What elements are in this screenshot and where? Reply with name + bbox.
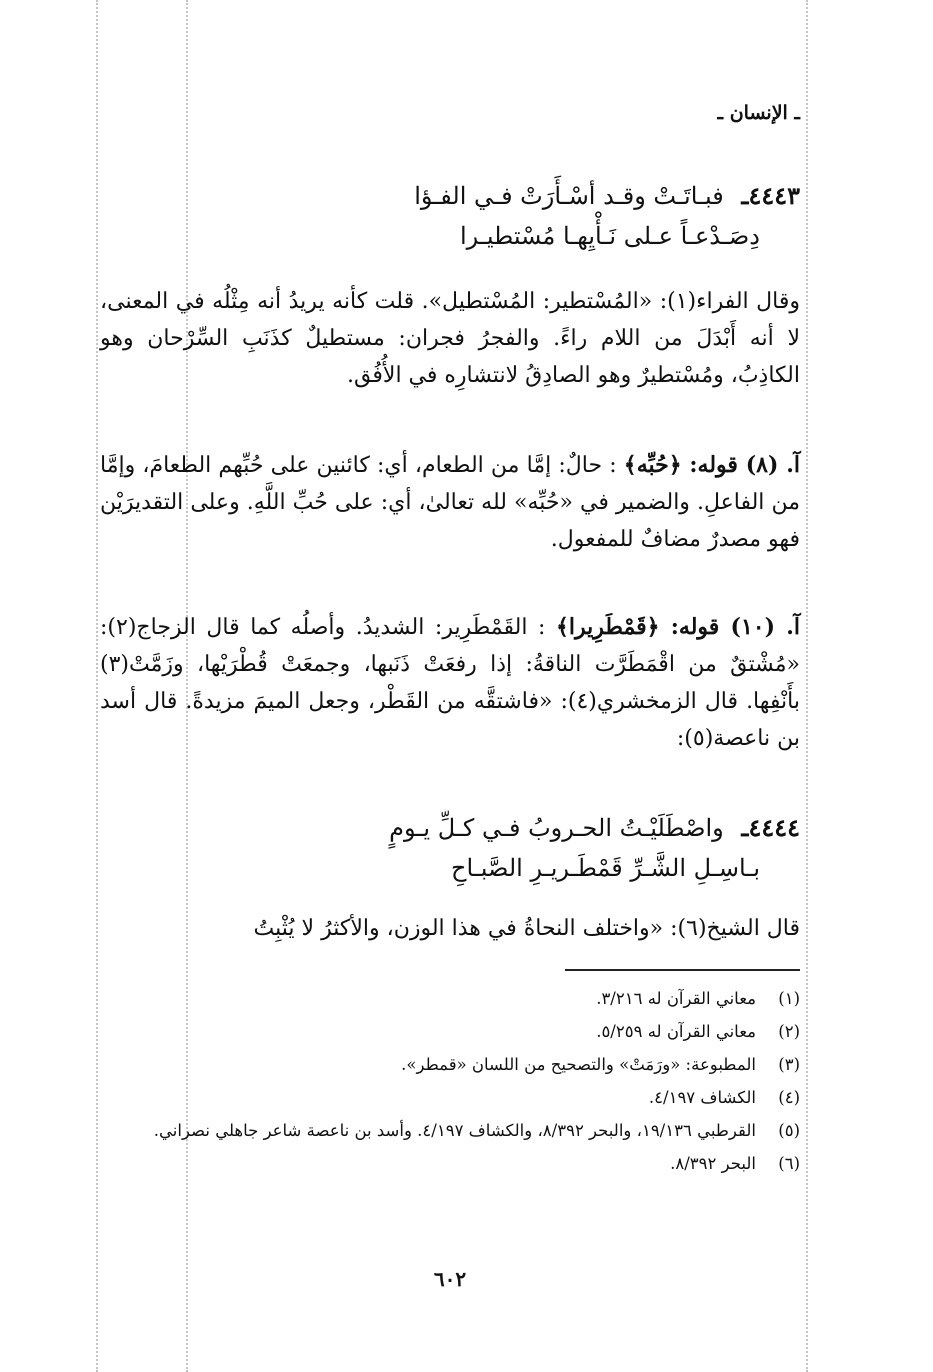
ayah-8-reference: آ. (٨) قوله: ﴿حُبِّه﴾	[623, 452, 800, 478]
scan-margin-guide-left	[96, 0, 98, 1372]
footnote-1-number: (١)	[778, 989, 800, 1008]
verse-4444-number: ٤٤٤٤ـ	[741, 813, 800, 842]
footnote-5-number: (٥)	[778, 1121, 800, 1140]
footnote-3-text: المطبوعة: «ورَمَتْ» والتصحيح من اللسان «قمطر».	[401, 1055, 756, 1074]
verse-4443-number: ٤٤٤٣ـ	[741, 181, 800, 210]
footnote-4	[100, 1081, 800, 1114]
footnote-3	[100, 1048, 800, 1081]
verse-4444-first-hemistich	[100, 808, 800, 848]
paragraph-farra-quote: وقال الفراء(١): «المُسْتطير: المُسْتطيل». قلت كأنه يريدُ أنه مِثْلُه في المعنى، لا أنه أَبْدَلَ من اللام راءً. والفجرُ فجران: مستطيلٌ كذَنَبِ السِّرْحان وهو الكاذِبُ، ومُسْتطيرٌ وهو الصادِقُ لانتشارِه في الأُفُق.	[100, 289, 800, 388]
verse-4444	[100, 808, 800, 888]
footnotes	[100, 982, 800, 1180]
verse-4444-second-half: بـاسِـلِ الشَّـرِّ قَمْطَـريـرِ الصَّبـاحِ	[450, 854, 760, 882]
footnote-1-text: معاني القرآن له ٣/٢١٦.	[596, 989, 756, 1008]
footnote-5-text: القرطبي ١٩/١٣٦، والبحر ٨/٣٩٢، والكشاف ٤/١٩٧. وأسد بن ناعصة شاعر جاهلي نصراني.	[153, 1121, 756, 1140]
footnote-3-number: (٣)	[778, 1055, 800, 1074]
scan-margin-guide-right	[806, 0, 808, 1372]
footnote-5	[100, 1114, 800, 1147]
running-title: ـ الإنسان ـ	[717, 102, 800, 124]
verse-4443-first-half: فبـاتَـتْ وقـد أسْـأَرَتْ فـي الفـؤا	[414, 182, 724, 210]
footnote-6-number: (٦)	[778, 1154, 800, 1173]
verse-4443	[100, 176, 800, 256]
verse-4443-first-hemistich	[100, 176, 800, 216]
footnote-2-number: (٢)	[778, 1022, 800, 1041]
paragraph-sheikh-quote: قال الشيخ(٦): «واختلف النحاةُ في هذا الوزن، والأكثرُ لا يُثْبِتُ	[253, 916, 800, 941]
paragraph-ayah-10	[100, 609, 800, 757]
footnote-6	[100, 1147, 800, 1180]
verse-4444-first-half: واصْطَلَيْـتُ الحـروبُ فـي كـلِّ يـومٍ	[389, 814, 724, 842]
ayah-10-commentary: : القَمْطَرِير: الشديدُ. وأصلُه كما قال الزجاج(٢): «مُشْتقٌ من اقْمَطَرَّت الناقةُ: إذا رفعَتْ ذَنَبها، وجمعَتْ قُطْرَيْها، وزَمَّتْ(٣) بأَنْفِها. قال الزمخشري(٤): «فاشتقَّه من القَطْر، وجعل الميمَ مزيدةً. قال أسد بن ناعصة(٥):	[100, 615, 800, 751]
ayah-10-reference: آ. (١٠) قوله: ﴿قَمْطَرِيرا﴾	[556, 614, 801, 640]
footnote-separator	[565, 969, 800, 971]
paragraph-ayah-8	[100, 447, 800, 558]
footnote-4-number: (٤)	[778, 1088, 800, 1107]
page-number: ٦٠٢	[433, 1267, 467, 1291]
footnote-2	[100, 1015, 800, 1048]
footnote-2-text: معاني القرآن له ٥/٢٥٩.	[596, 1022, 756, 1041]
footnote-4-text: الكشاف ٤/١٩٧.	[648, 1088, 756, 1107]
footnote-1	[100, 982, 800, 1015]
ayah-8-commentary: : حالٌ: إمَّا من الطعام، أي: كائنين على حُبِّهم الطعامَ، وإمَّا من الفاعلِ. والضمير في «حُبِّه» لله تعالىٰ، أي: على حُبِّ اللَّهِ. وعلى التقديرَيْن فهو مصدرٌ مضافٌ للمفعول.	[100, 453, 800, 552]
verse-4443-second-half: دِصَـدْعـاً عـلى نَـأْيِهـا مُسْتطيـرا	[459, 222, 760, 250]
book-page	[100, 0, 800, 1372]
footnote-6-text: البحر ٨/٣٩٢.	[670, 1154, 756, 1173]
